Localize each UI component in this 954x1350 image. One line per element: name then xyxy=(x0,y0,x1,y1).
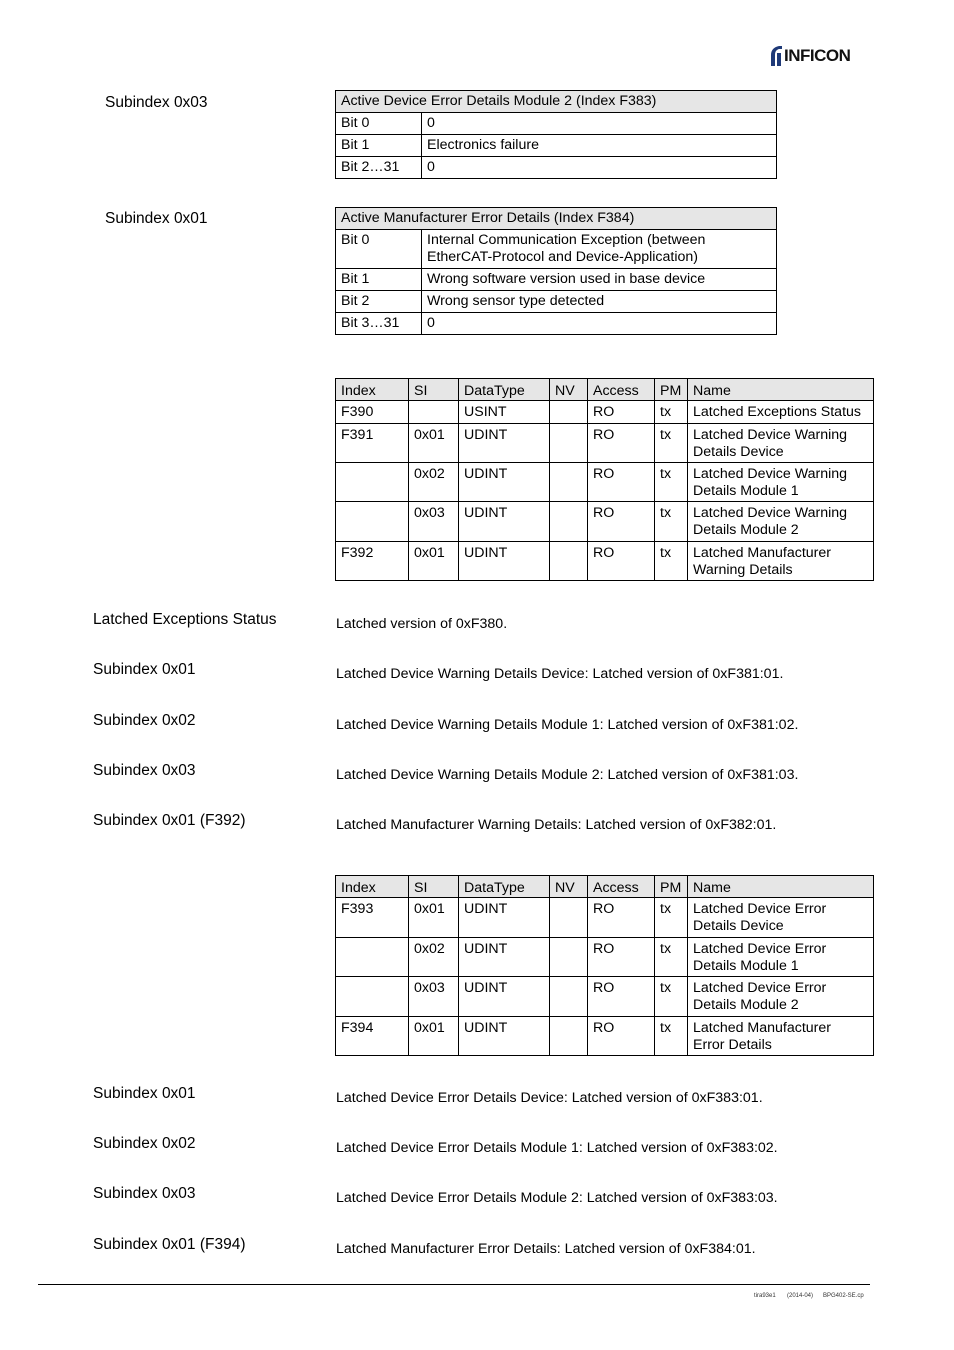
desc-text: Latched Device Error Details Module 2: Latched version of 0xF383:03. xyxy=(336,1190,778,1206)
desc-label: Subindex 0x01 xyxy=(93,661,196,678)
type-cell: UDINT xyxy=(459,1017,550,1056)
nv-cell xyxy=(550,938,588,977)
name-cell xyxy=(688,542,874,581)
col-header: Index xyxy=(336,876,409,898)
desc-label: Subindex 0x03 xyxy=(93,1185,196,1202)
access-cell: RO xyxy=(588,401,655,424)
col-header: DataType xyxy=(459,876,550,898)
desc-cell: 0 xyxy=(422,157,777,179)
index-cell xyxy=(336,502,409,542)
table-row xyxy=(336,1017,874,1056)
section2-label: Subindex 0x01 xyxy=(105,210,208,227)
si-cell: 0x01 xyxy=(409,542,459,581)
col-header: DataType xyxy=(459,379,550,401)
col-header: Access xyxy=(588,876,655,898)
name-line: Details Module 2 xyxy=(693,521,799,538)
col-header: SI xyxy=(409,379,459,401)
index-cell: F393 xyxy=(336,898,409,938)
desc-label: Subindex 0x02 xyxy=(93,712,196,729)
desc-cell: 0 xyxy=(422,313,777,335)
name-cell xyxy=(688,898,874,938)
table-row xyxy=(336,898,874,938)
nv-cell xyxy=(550,977,588,1017)
desc-text: Latched version of 0xF380. xyxy=(336,616,508,632)
table-row xyxy=(336,977,874,1017)
desc-line: EtherCAT-Protocol and Device-Application) xyxy=(427,249,698,265)
name-cell xyxy=(688,502,874,542)
si-cell: 0x01 xyxy=(409,1017,459,1056)
bit-cell: Bit 0 xyxy=(336,230,422,269)
name-line: Latched Device Error xyxy=(693,941,827,957)
pm-cell: tx xyxy=(655,401,688,424)
footer-divider xyxy=(38,1284,870,1285)
bit-cell: Bit 2 xyxy=(336,291,422,313)
name-line: Latched Exceptions Status xyxy=(693,404,861,420)
type-cell: UDINT xyxy=(459,502,550,542)
si-cell: 0x01 xyxy=(409,424,459,463)
nv-cell xyxy=(550,502,588,542)
type-cell: UDINT xyxy=(459,977,550,1017)
desc-cell: Wrong sensor type detected xyxy=(422,291,777,313)
name-cell xyxy=(688,938,874,977)
access-cell: RO xyxy=(588,1017,655,1056)
name-cell xyxy=(688,977,874,1017)
footer-date: (2014-04) xyxy=(787,1293,814,1299)
table-row xyxy=(336,401,874,424)
si-cell: 0x02 xyxy=(409,938,459,977)
bit-cell: Bit 3…31 xyxy=(336,313,422,335)
name-line: Warning Details xyxy=(693,561,793,578)
col-header: PM xyxy=(655,379,688,401)
access-cell: RO xyxy=(588,938,655,977)
footer-doc-id: tira93e1 xyxy=(754,1293,776,1299)
index-cell xyxy=(336,463,409,502)
desc-text: Latched Device Error Details Device: Latched version of 0xF383:01. xyxy=(336,1090,763,1106)
name-line: Details Module 1 xyxy=(693,957,799,974)
col-header: Name xyxy=(688,876,874,898)
index-cell xyxy=(336,977,409,1017)
type-cell: UDINT xyxy=(459,463,550,502)
index-cell xyxy=(336,938,409,977)
desc-line: Internal Communication Exception (between xyxy=(427,232,706,248)
name-line: Latched Device Warning xyxy=(693,466,848,482)
desc-text: Latched Device Warning Details Device: Latched version of 0xF381:01. xyxy=(336,666,784,682)
table-title: Active Device Error Details Module 2 (Index F383) xyxy=(336,91,777,113)
si-cell: 0x02 xyxy=(409,463,459,502)
desc-label: Subindex 0x02 xyxy=(93,1135,196,1152)
desc-text: Latched Device Warning Details Module 2: Latched version of 0xF381:03. xyxy=(336,767,799,783)
col-header: SI xyxy=(409,876,459,898)
nv-cell xyxy=(550,424,588,463)
desc-cell: Electronics failure xyxy=(422,135,777,157)
name-cell xyxy=(688,401,874,424)
type-cell: UDINT xyxy=(459,542,550,581)
name-line: Details Module 1 xyxy=(693,482,799,499)
pm-cell: tx xyxy=(655,463,688,502)
bit-cell: Bit 1 xyxy=(336,135,422,157)
table-row xyxy=(336,463,874,502)
table-row xyxy=(336,542,874,581)
type-cell: UDINT xyxy=(459,898,550,938)
col-header: Name xyxy=(688,379,874,401)
access-cell: RO xyxy=(588,542,655,581)
inficon-logo-icon xyxy=(768,44,784,68)
nv-cell xyxy=(550,463,588,502)
col-header: Index xyxy=(336,379,409,401)
pm-cell: tx xyxy=(655,502,688,542)
access-cell: RO xyxy=(588,502,655,542)
desc-label: Latched Exceptions Status xyxy=(93,611,277,628)
type-cell: USINT xyxy=(459,401,550,424)
name-line: Latched Manufacturer xyxy=(693,545,832,561)
nv-cell xyxy=(550,898,588,938)
name-cell xyxy=(688,463,874,502)
access-cell: RO xyxy=(588,424,655,463)
name-line: Latched Device Warning xyxy=(693,427,848,443)
name-line: Details Device xyxy=(693,443,784,460)
inficon-logo xyxy=(768,44,870,68)
col-header: PM xyxy=(655,876,688,898)
desc-cell: 0 xyxy=(422,113,777,135)
logo-text: INFICON xyxy=(784,46,851,65)
latched-error-object-table xyxy=(335,875,874,1056)
pm-cell: tx xyxy=(655,1017,688,1056)
name-line: Latched Manufacturer xyxy=(693,1020,832,1036)
col-header: NV xyxy=(550,379,588,401)
table-row xyxy=(336,424,874,463)
pm-cell: tx xyxy=(655,977,688,1017)
pm-cell: tx xyxy=(655,542,688,581)
active-manufacturer-error-details-table xyxy=(335,207,777,335)
si-cell: 0x03 xyxy=(409,502,459,542)
name-line: Latched Device Warning xyxy=(693,505,848,521)
name-cell xyxy=(688,1017,874,1056)
name-line: Latched Device Error xyxy=(693,901,827,917)
table-row xyxy=(336,502,874,542)
type-cell: UDINT xyxy=(459,938,550,977)
index-cell: F394 xyxy=(336,1017,409,1056)
table-row xyxy=(336,938,874,977)
bit-cell: Bit 2…31 xyxy=(336,157,422,179)
access-cell: RO xyxy=(588,977,655,1017)
type-cell: UDINT xyxy=(459,424,550,463)
name-cell xyxy=(688,424,874,463)
index-cell: F391 xyxy=(336,424,409,463)
bit-cell: Bit 0 xyxy=(336,113,422,135)
desc-label: Subindex 0x01 (F394) xyxy=(93,1236,246,1253)
section1-label: Subindex 0x03 xyxy=(105,94,208,111)
index-cell: F392 xyxy=(336,542,409,581)
active-device-error-details-table xyxy=(335,90,777,179)
si-cell: 0x01 xyxy=(409,898,459,938)
si-cell xyxy=(409,401,459,424)
nv-cell xyxy=(550,401,588,424)
name-line: Latched Device Error xyxy=(693,980,827,996)
desc-label: Subindex 0x03 xyxy=(93,762,196,779)
col-header: NV xyxy=(550,876,588,898)
access-cell: RO xyxy=(588,898,655,938)
desc-text: Latched Manufacturer Warning Details: Latched version of 0xF382:01. xyxy=(336,817,777,833)
name-line: Details Module 2 xyxy=(693,996,799,1013)
footer-file: BPG402-SE.cp xyxy=(823,1293,864,1299)
name-line: Error Details xyxy=(693,1036,772,1053)
bit-cell: Bit 1 xyxy=(336,269,422,291)
access-cell: RO xyxy=(588,463,655,502)
pm-cell: tx xyxy=(655,938,688,977)
desc-cell xyxy=(422,230,777,269)
pm-cell: tx xyxy=(655,898,688,938)
latched-warning-object-table xyxy=(335,378,874,581)
desc-label: Subindex 0x01 (F392) xyxy=(93,812,246,829)
index-cell: F390 xyxy=(336,401,409,424)
nv-cell xyxy=(550,542,588,581)
desc-text: Latched Device Warning Details Module 1: Latched version of 0xF381:02. xyxy=(336,717,799,733)
name-line: Details Device xyxy=(693,917,784,934)
col-header: Access xyxy=(588,379,655,401)
desc-text: Latched Device Error Details Module 1: Latched version of 0xF383:02. xyxy=(336,1140,778,1156)
desc-cell: Wrong software version used in base device xyxy=(422,269,777,291)
desc-label: Subindex 0x01 xyxy=(93,1085,196,1102)
pm-cell: tx xyxy=(655,424,688,463)
si-cell: 0x03 xyxy=(409,977,459,1017)
table-title: Active Manufacturer Error Details (Index F384) xyxy=(336,208,777,230)
nv-cell xyxy=(550,1017,588,1056)
desc-text: Latched Manufacturer Error Details: Latched version of 0xF384:01. xyxy=(336,1241,756,1257)
